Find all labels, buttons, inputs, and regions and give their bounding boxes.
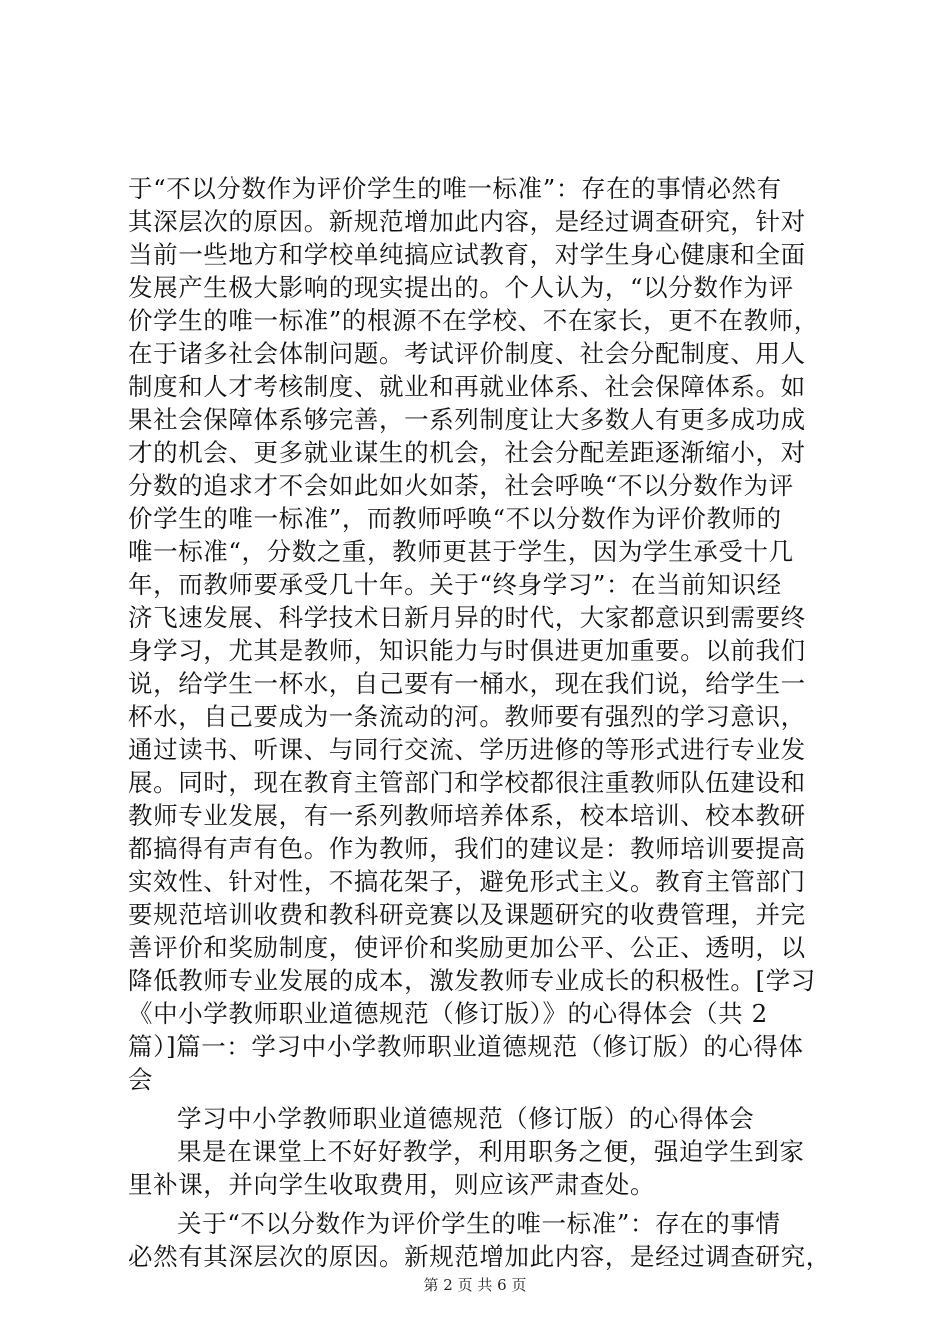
text-line: 制度和人才考核制度、就业和再就业体系、社会保障体系。如: [128, 372, 806, 401]
text-line: 才的机会、更多就业谋生的机会，社会分配差距逐渐缩小，对: [128, 438, 806, 467]
text-line: 年，而教师要承受几十年。关于“终身学习”：在当前知识经: [128, 570, 782, 599]
text-line: 价学生的唯一标准”的根源不在学校、不在家长，更不在教师，: [128, 306, 819, 335]
text-line: 教师专业发展，有一系列教师培养体系，校本培训、校本教研: [128, 801, 806, 830]
text-line: 通过读书、听课、与同行交流、学历进修的等形式进行专业发: [128, 735, 806, 764]
paragraph-2: [128, 1135, 828, 1201]
text-line: 篇）]篇一：学习中小学教师职业道德规范（修订版）的心得体: [128, 1032, 804, 1061]
text-line: 价学生的唯一标准”，而教师呼唤“不以分数作为评价教师的: [128, 504, 782, 533]
text-line: 于“不以分数作为评价学生的唯一标准”：存在的事情必然有: [128, 174, 782, 203]
text-line: 降低教师专业发展的成本，激发教师专业成长的积极性。[学习: [128, 966, 816, 995]
text-line: 关于“不以分数作为评价学生的唯一标准”：存在的事情: [177, 1209, 781, 1238]
text-line: 善评价和奖励制度，使评价和奖励更加公平、公正、透明，以: [128, 933, 806, 962]
text-line: 《中小学教师职业道德规范（修订版）》的心得体会（共 2: [128, 999, 768, 1028]
paragraph-1: [128, 172, 828, 1096]
section-subtitle: 学习中小学教师职业道德规范（修订版）的心得体会: [177, 1104, 755, 1133]
text-line: 发展产生极大影响的现实提出的。个人认为，“以分数作为评: [128, 273, 794, 302]
text-line: 说，给学生一杯水，自己要有一桶水，现在我们说，给学生一: [128, 669, 806, 698]
text-line: 在于诸多社会体制问题。考试评价制度、社会分配制度、用人: [128, 339, 806, 368]
text-line: 里补课，并向学生收取费用，则应该严肃查处。: [128, 1170, 656, 1199]
text-line: 都搞得有声有色。作为教师，我们的建议是：教师培训要提高: [128, 834, 806, 863]
text-line: 当前一些地方和学校单纯搞应试教育，对学生身心健康和全面: [128, 240, 806, 269]
text-line: 其深层次的原因。新规范增加此内容，是经过调查研究，针对: [128, 207, 806, 236]
text-line: 要规范培训收费和教科研竞赛以及课题研究的收费管理，并完: [128, 900, 806, 929]
text-line: 会: [128, 1065, 154, 1094]
text-line: 分数的追求才不会如此如火如荼，社会呼唤“不以分数作为评: [128, 471, 794, 500]
text-line: 果是在课堂上不好好教学，利用职务之便，强迫学生到家: [177, 1137, 805, 1166]
text-line: 实效性、针对性，不搞花架子，避免形式主义。教育主管部门: [128, 867, 806, 896]
text-line: 杯水，自己要成为一条流动的河。教师要有强烈的学习意识，: [128, 702, 806, 731]
page-number-footer: 第 2 页 共 6 页: [423, 1276, 527, 1294]
document-body: [128, 172, 831, 1273]
text-line: 身学习，尤其是教师，知识能力与时俱进更加重要。以前我们: [128, 636, 806, 665]
text-line: 果社会保障体系够完善，一系列制度让大多数人有更多成功成: [128, 405, 806, 434]
text-line: 济飞速发展、科学技术日新月异的时代，大家都意识到需要终: [128, 603, 806, 632]
text-line: 展。同时，现在教育主管部门和学校都很注重教师队伍建设和: [128, 768, 806, 797]
text-line: 唯一标准“，分数之重，教师更甚于学生，因为学生承受十几: [128, 537, 794, 566]
paragraph-3: [128, 1207, 831, 1273]
text-line: 必然有其深层次的原因。新规范增加此内容，是经过调查研究，: [128, 1242, 831, 1271]
